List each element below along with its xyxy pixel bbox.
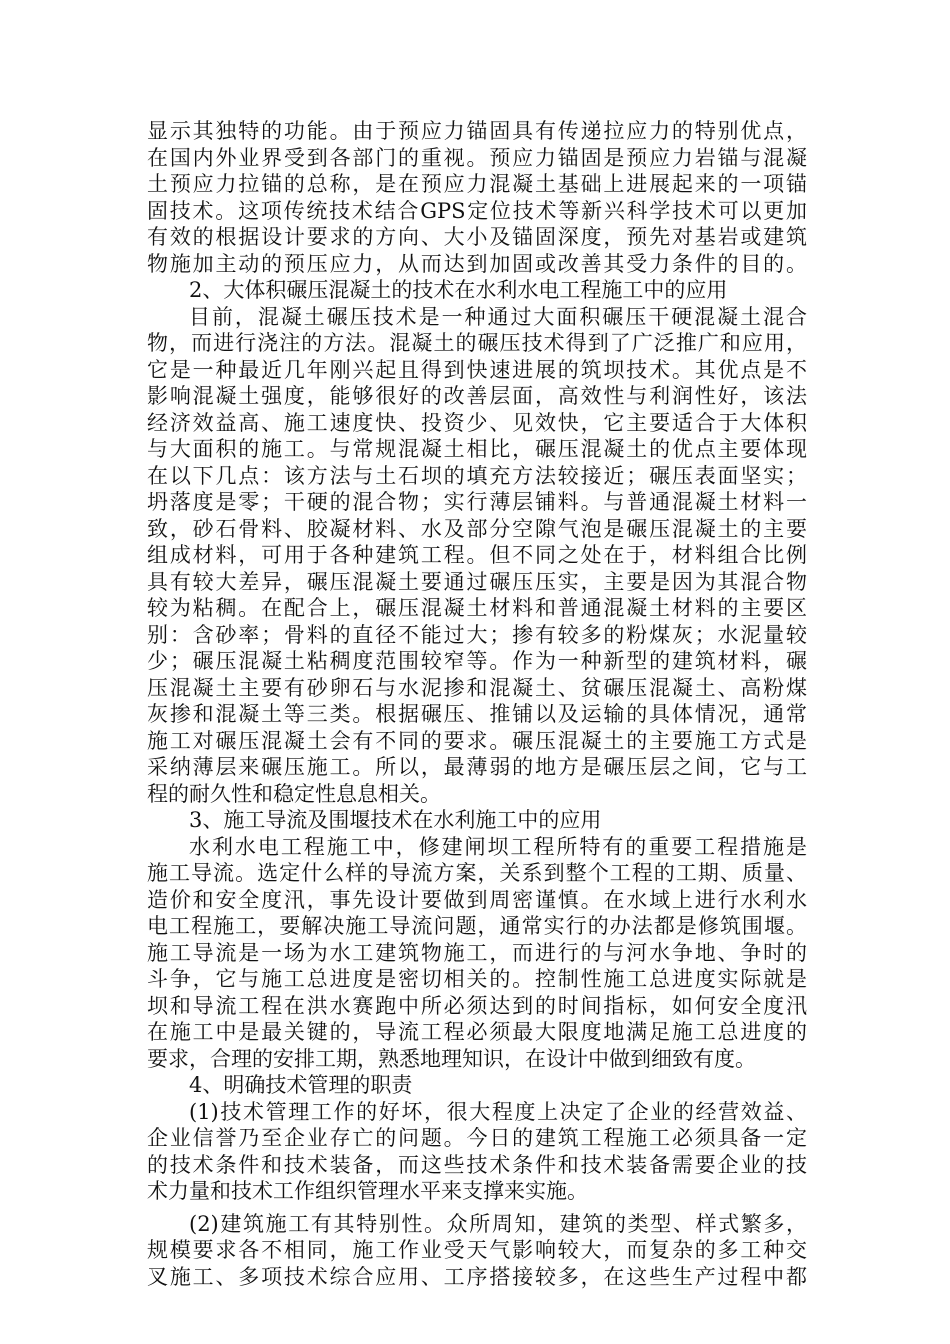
document-page xyxy=(147,118,807,1290)
text-line: 少；碾压混凝土粘稠度范围较窄等。作为一种新型的建筑材料，碾 xyxy=(147,649,807,673)
text-line: 在以下几点：该方法与土石坝的填充方法较接近；碾压表面坚实； xyxy=(147,463,807,488)
paragraph-tech-management-1 xyxy=(147,1099,807,1205)
text-line: 它是一种最近几年刚兴起且得到快速进展的筑坝技术。其优点是不 xyxy=(147,357,807,382)
text-line: 物，而进行浇注的方法。混凝土的碾压技术得到了广泛推广和应用， xyxy=(147,331,807,355)
paragraph-tech-management-2 xyxy=(147,1211,807,1291)
text-line: 电工程施工，要解决施工导流问题，通常实行的办法都是修筑围堰。 xyxy=(147,914,807,938)
text-line: 企业信誉乃至企业存亡的问题。今日的建筑工程施工必须具备一定 xyxy=(147,1126,807,1150)
text-line: 显示其独特的功能。由于预应力锚固具有传递拉应力的特别优点， xyxy=(147,119,807,143)
text-line: 坝和导流工程在洪水赛跑中所必须达到的时间指标，如何安全度汛 xyxy=(147,993,807,1018)
text-line: 较为粘稠。在配合上，碾压混凝土材料和普通混凝土材料的主要区 xyxy=(147,596,807,620)
text-line: 要求，合理的安排工期，熟悉地理知识，在设计中做到细致有度。 xyxy=(147,1046,756,1071)
text-line: 术力量和技术工作组织管理水平来支撑来实施。 xyxy=(147,1179,588,1203)
text-line: 与大面积的施工。与常规混凝土相比，碾压混凝土的优点主要体现 xyxy=(147,437,807,461)
text-line: 施工导流。选定什么样的导流方案，关系到整个工程的工期、质量、 xyxy=(147,861,807,885)
paragraph-diversion xyxy=(147,834,807,1073)
text-line: 别：含砂率；骨料的直径不能过大；掺有较多的粉煤灰；水泥量较 xyxy=(147,622,807,647)
section-heading: 4、明确技术管理的职责 xyxy=(189,1073,413,1097)
text-line: 目前，混凝土碾压技术是一种通过大面积碾压干硬混凝土混合 xyxy=(189,304,807,329)
section-heading: 3、施工导流及围堰技术在水利施工中的应用 xyxy=(189,808,602,832)
text-line: 组成材料，可用于各种建筑工程。但不同之处在于，材料组合比例 xyxy=(147,543,807,567)
paragraph-anchoring xyxy=(147,118,807,277)
text-line: 的技术条件和技术装备，而这些技术条件和技术装备需要企业的技 xyxy=(147,1152,807,1177)
text-line: 斗争，它与施工总进度是密切相关的。控制性施工总进度实际就是 xyxy=(147,967,807,991)
text-line: 固技术。这项传统技术结合GPS定位技术等新兴科学技术可以更加 xyxy=(147,198,807,223)
text-line: 物施加主动的预压应力，从而达到加固或改善其受力条件的目的。 xyxy=(147,251,807,276)
text-line: 施工导流是一场为水工建筑物施工，而进行的与河水争地、争时的 xyxy=(147,940,807,965)
text-line: 影响混凝土强度，能够很好的改善层面，高效性与利润性好，该法 xyxy=(147,384,807,408)
text-line: 经济效益高、施工速度快、投资少、见效快，它主要适合于大体积 xyxy=(147,410,807,435)
text-line: (2)建筑施工有其特别性。众所周知，建筑的类型、样式繁多， xyxy=(189,1211,807,1236)
text-line: 具有较大差异，碾压混凝土要通过碾压压实，主要是因为其混合物 xyxy=(147,569,807,594)
text-line: 致，砂石骨料、胶凝材料、水及部分空隙气泡是碾压混凝土的主要 xyxy=(147,516,807,541)
paragraph-rcc xyxy=(147,304,807,808)
text-line: 水利水电工程施工中，修建闸坝工程所特有的重要工程措施是 xyxy=(189,834,807,859)
section-heading: 2、大体积碾压混凝土的技术在水利水电工程施工中的应用 xyxy=(189,278,728,302)
text-line: (1)技术管理工作的好坏，很大程度上决定了企业的经营效益、 xyxy=(189,1099,807,1124)
text-line: 土预应力拉锚的总称，是在预应力混凝土基础上进展起来的一项锚 xyxy=(147,172,807,196)
text-line: 规模要求各不相同，施工作业受天气影响较大，而复杂的多工种交 xyxy=(147,1238,807,1262)
text-line: 压混凝土主要有砂卵石与水泥掺和混凝土、贫碾压混凝土、高粉煤 xyxy=(147,675,807,700)
text-line: 坍落度是零；干硬的混合物；实行薄层铺料。与普通混凝土材料一 xyxy=(147,490,807,514)
text-line: 灰掺和混凝土等三类。根据碾压、推铺以及运输的具体情况，通常 xyxy=(147,702,807,726)
text-line: 在国内外业界受到各部门的重视。预应力锚固是预应力岩锚与混凝 xyxy=(147,145,807,170)
text-line: 施工对碾压混凝土会有不同的要求。碾压混凝土的主要施工方式是 xyxy=(147,728,807,753)
text-line: 在施工中是最关键的，导流工程必须最大限度地满足施工总进度的 xyxy=(147,1020,807,1044)
text-line: 有效的根据设计要求的方向、大小及锚固深度，预先对基岩或建筑 xyxy=(147,225,807,249)
text-line: 叉施工、多项技术综合应用、工序搭接较多，在这些生产过程中都 xyxy=(147,1264,807,1289)
text-line: 采纳薄层来碾压施工。所以，最薄弱的地方是碾压层之间，它与工 xyxy=(147,755,807,779)
text-line: 造价和安全度汛，事先设计要做到周密谨慎。在水域上进行水利水 xyxy=(147,887,807,912)
text-line: 程的耐久性和稳定性息息相关。 xyxy=(147,781,441,806)
